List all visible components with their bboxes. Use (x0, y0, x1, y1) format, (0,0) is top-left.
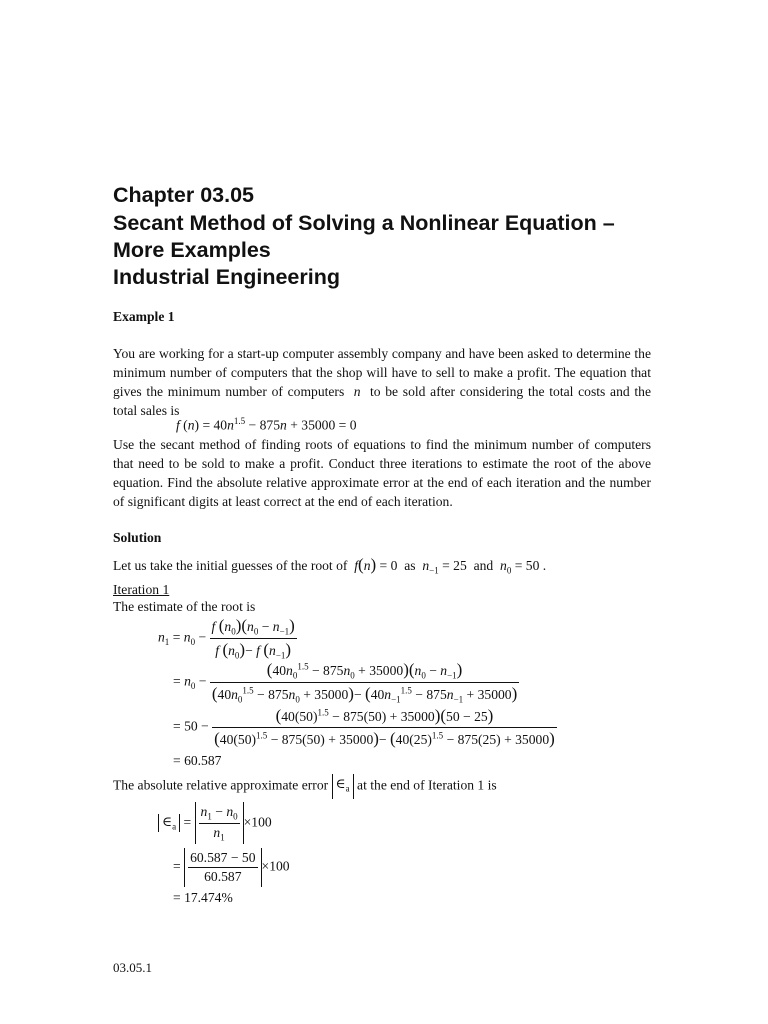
chapter-number: Chapter 03.05 (113, 183, 255, 207)
error-formula: $\in_a$ = $\frac{n_1 - n_0}{n_1}$ ×100 (158, 802, 272, 844)
initial-guesses: Let us take the initial guesses of the root of f(n) = 0 as $n_{-1} = 25$ and $n_0 = 50$ . (113, 555, 547, 576)
error-text-post: at the end of Iteration 1 is (357, 777, 497, 793)
page-title-line3: Industrial Engineering (113, 265, 340, 289)
initial-text: Let us take the initial guesses of the root of (113, 558, 348, 573)
secant-formula: $n_1 = n_0$ − $\frac{f (n_0)(n_0 - n_{-1})}{f (n_0)- f (n_{-1})}$ (158, 616, 295, 661)
secant-formula-substituted: = 50 − $\frac{(40(50)^{1.5} - 875(50) + 35000)(50 - 25)}{(40(50)^{1.5} - 875(50) + 35000)- (40(25)^{1.5} - 875(25) + 35000)}$ (173, 706, 555, 748)
estimate-text: The estimate of the root is (113, 599, 256, 614)
error-numerator: 60.587 − 50 (188, 850, 257, 868)
error-text-pre: The absolute relative approximate error (113, 777, 329, 793)
secant-formula-expanded: = $n_0$ − $\frac{(40n_0^{1.5} - 875n_0 + 35000)(n_0 - n_{-1})}{(40n_0^{1.5} - 875n_0 + 35000)- (40n_{-1}^{1.5} - 875n_{-1} + 35000)}$ (173, 660, 518, 705)
problem-statement (113, 344, 651, 420)
problem-text: You are working for a start-up computer assembly company and have been asked to determine the minimum number of computers that the shop will have to sell to make a profit. The equation that gives the minimum number of computers (113, 346, 651, 399)
equation: f $(n) = 40n^{1.5} - 875n + 35000 = 0$ (176, 416, 357, 433)
as-word: as (404, 558, 416, 573)
variable-n: n (353, 384, 361, 399)
iteration1-result: = 60.587 (173, 753, 222, 768)
iteration1-label: Iteration 1 (113, 582, 170, 597)
page-number: 03.05.1 (113, 960, 152, 975)
problem-task: Use the secant method of finding roots of equations to find the minimum number of computers that need to be sold to make a profit. Conduct three iterations to estimate the root of the above equation. Find the absolute relative approximate error at the end of each iteration and the number of significant digits at least correct at the end of each iteration. (113, 437, 651, 509)
error-result: = 17.474% (173, 890, 233, 905)
error-denominator: 60.587 (204, 869, 242, 884)
problem-text-end: to be sold after considering the total costs and the total sales is (113, 384, 652, 418)
and-word: and (473, 558, 494, 573)
solution-heading: Solution (113, 530, 162, 545)
times-100: ×100 (261, 858, 290, 874)
example-heading: Example 1 (113, 309, 175, 324)
error-sentence: The absolute relative approximate error $\in_a$ at the end of Iteration 1 is (113, 774, 497, 799)
page-title-line1: Secant Method of Solving a Nonlinear Equation – (113, 211, 615, 235)
error-substituted: = $\frac{60.587 - 50}{60.587}$ ×100 (173, 848, 290, 887)
page-title-line2: More Examples (113, 238, 271, 262)
